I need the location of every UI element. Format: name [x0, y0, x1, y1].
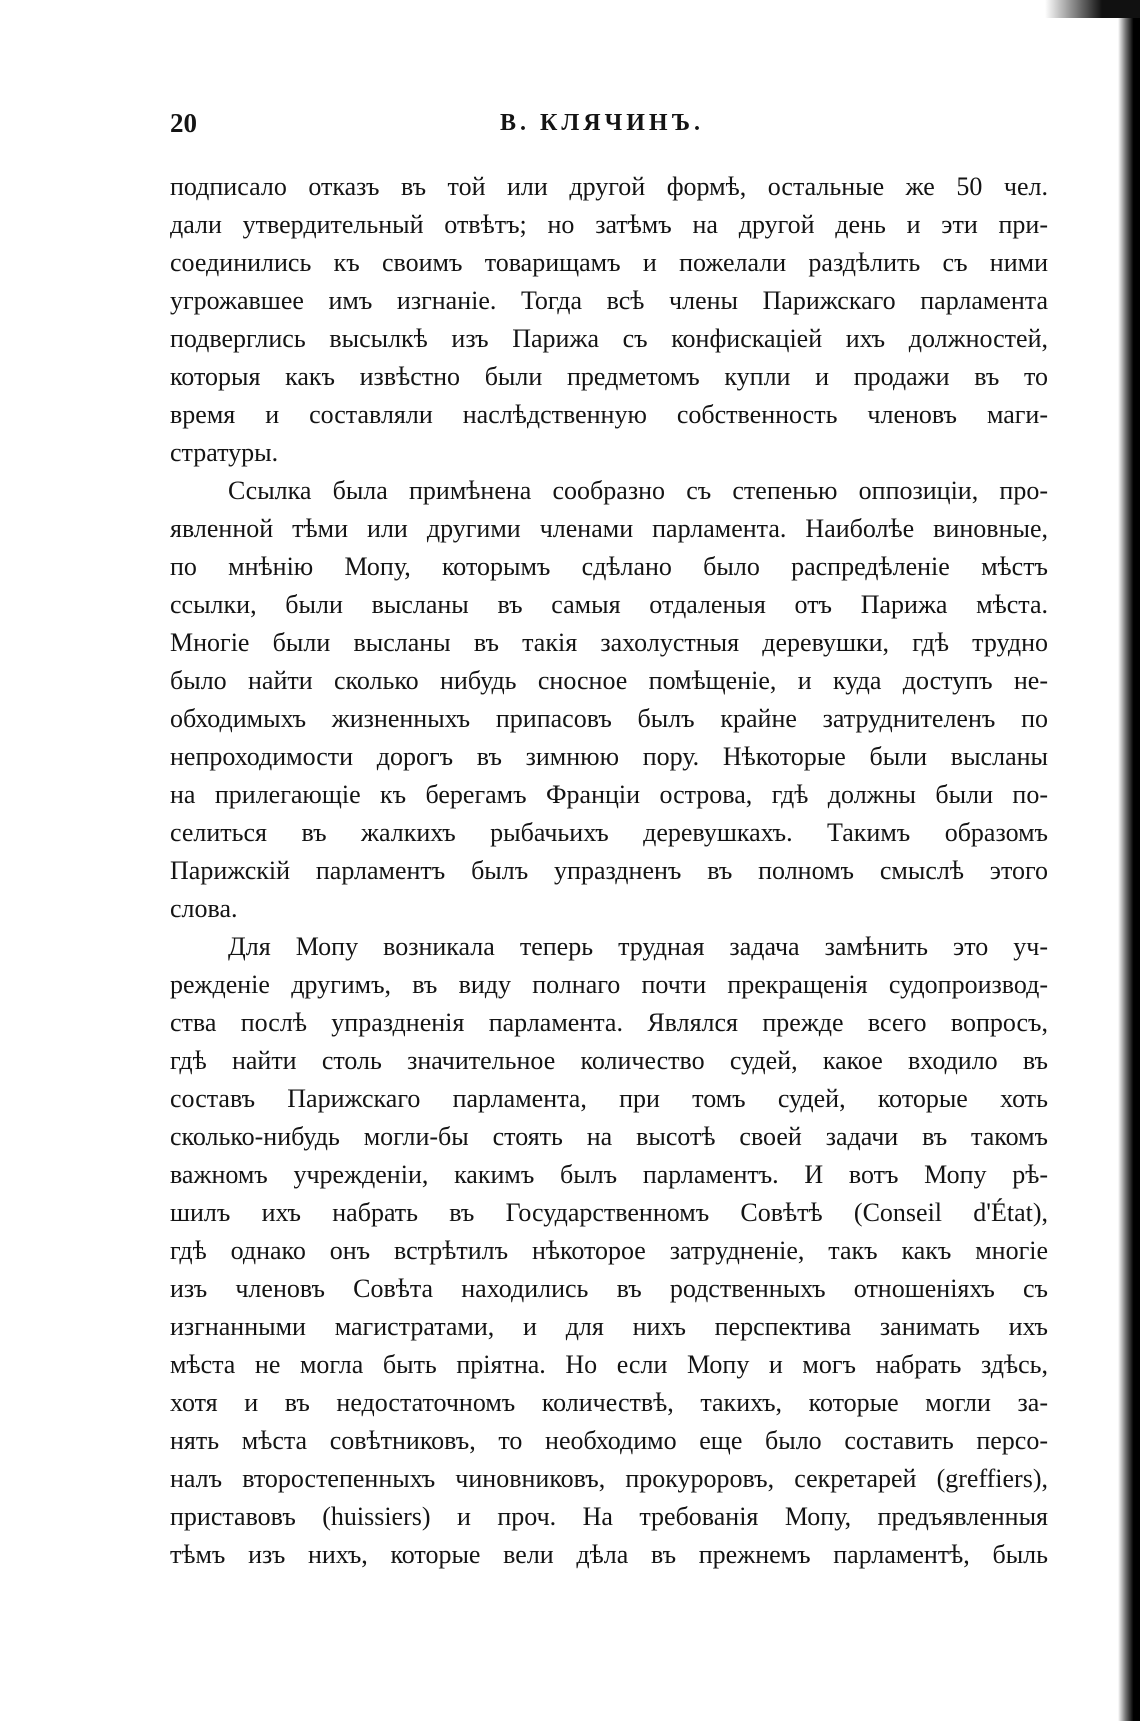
text-line: сколько-нибудь могли-бы стоять на высотѣ своей задачи въ такомъ — [170, 1122, 1048, 1151]
text-line: угрожавшее имъ изгнаніе. Тогда всѣ члены Парижскаго парламента — [170, 286, 1048, 315]
text-line: слова. — [170, 894, 238, 923]
text-line: стратуры. — [170, 438, 279, 467]
text-line: обходимыхъ жизненныхъ припасовъ былъ крайне затруднителенъ по — [170, 704, 1048, 733]
text-line: ссылки, были высланы въ самыя отдаленыя отъ Парижа мѣста. — [170, 590, 1048, 619]
text-line: важномъ учрежденіи, какимъ былъ парламентъ. И вотъ Мопу рѣ- — [170, 1160, 1048, 1189]
text-line: дали утвердительный отвѣтъ; но затѣмъ на другой день и эти при- — [170, 210, 1048, 239]
text-line: Многіе были высланы въ такія захолустныя деревушки, гдѣ трудно — [170, 628, 1048, 657]
text-line: мѣста не могла быть пріятна. Но если Мопу и могъ набрать здѣсь, — [170, 1350, 1048, 1379]
text-line: время и составляли наслѣдственную собственность членовъ маги- — [170, 400, 1048, 429]
text-line: Для Мопу возникала теперь трудная задача замѣнить это уч- — [228, 932, 1048, 961]
text-line: по мнѣнію Мопу, которымъ сдѣлано было распредѣленіе мѣстъ — [170, 552, 1048, 581]
text-line: непроходимости дорогъ въ зимнюю пору. Нѣкоторые были высланы — [170, 742, 1048, 771]
text-line: нять мѣста совѣтниковъ, то необходимо еще было составить персо- — [170, 1426, 1048, 1455]
page-number: 20 — [170, 108, 197, 138]
text-line: изгнанными магистратами, и для нихъ перспектива занимать ихъ — [170, 1312, 1048, 1341]
text-line: соединились къ своимъ товарищамъ и пожелали раздѣлить съ ними — [170, 248, 1048, 277]
text-line: шилъ ихъ набрать въ Государственномъ Совѣтѣ (Conseil d'État), — [170, 1198, 1048, 1227]
text-line: режденіе другимъ, въ виду полнаго почти прекращенія судопроизвод- — [170, 970, 1048, 999]
text-line: было найти сколько нибудь сносное помѣщеніе, и куда доступъ не- — [170, 666, 1048, 695]
text-line: ства послѣ упраздненія парламента. Являлся прежде всего вопросъ, — [170, 1008, 1048, 1037]
text-line: подверглись высылкѣ изъ Парижа съ конфискаціей ихъ должностей, — [170, 324, 1048, 353]
running-head — [170, 108, 1050, 148]
text-line: явленной тѣми или другими членами парламента. Наиболѣе виновные, — [170, 514, 1048, 543]
text-line: хотя и въ недостаточномъ количествѣ, такихъ, которые могли за- — [170, 1388, 1048, 1417]
text-line: составъ Парижскаго парламента, при томъ судей, которые хоть — [170, 1084, 1048, 1113]
text-line: Парижскій парламентъ былъ упраздненъ въ полномъ смыслѣ этого — [170, 856, 1048, 885]
scan-dark-edge — [1118, 0, 1140, 1721]
header-title: В. КЛЯЧИНЪ. — [500, 110, 704, 136]
text-line: налъ второстепенныхъ чиновниковъ, прокуроровъ, секретарей (greffiers), — [170, 1464, 1048, 1493]
text-line: подписало отказъ въ той или другой формѣ, остальные же 50 чел. — [170, 172, 1048, 201]
scan-dark-corner — [1045, 0, 1140, 18]
text-line: изъ членовъ Совѣта находились въ родственныхъ отношеніяхъ съ — [170, 1274, 1048, 1303]
text-line: приставовъ (huissiers) и проч. На требованія Мопу, предъявленныя — [170, 1502, 1048, 1531]
text-line: гдѣ однако онъ встрѣтилъ нѣкоторое затрудненіе, такъ какъ многіе — [170, 1236, 1048, 1265]
text-line: Ссылка была примѣнена сообразно съ степенью оппозиціи, про- — [228, 476, 1048, 505]
text-line: селиться въ жалкихъ рыбачьихъ деревушкахъ. Такимъ образомъ — [170, 818, 1048, 847]
text-line: которыя какъ извѣстно были предметомъ купли и продажи въ то — [170, 362, 1048, 391]
text-line: тѣмъ изъ нихъ, которые вели дѣла въ прежнемъ парламентѣ, быль — [170, 1540, 1048, 1569]
body-text — [170, 168, 1048, 1574]
text-line: на прилегающіе къ берегамъ Франціи острова, гдѣ должны были по- — [170, 780, 1048, 809]
text-line: гдѣ найти столь значительное количество судей, какое входило въ — [170, 1046, 1048, 1075]
